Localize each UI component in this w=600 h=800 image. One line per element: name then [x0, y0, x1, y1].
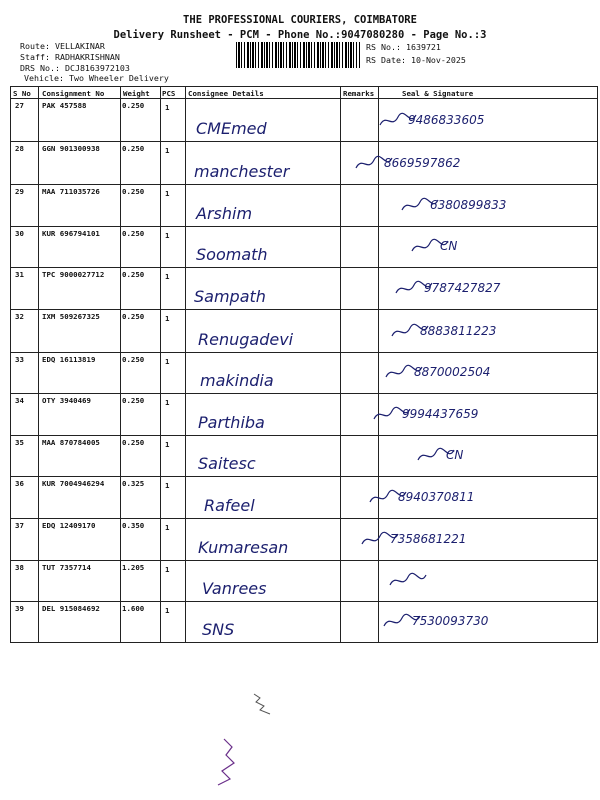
rs-date: RS Date: 10-Nov-2025 [366, 55, 466, 65]
consignment-number: MAA 870784005 [42, 438, 100, 447]
table-row [0, 352, 600, 393]
weight-value: 0.250 [122, 229, 145, 238]
rs-number: RS No.: 1639721 [366, 42, 441, 52]
runsheet-subtitle: Delivery Runsheet - PCM - Phone No.:9047080280 - Page No.:3 [113, 29, 487, 41]
signature-scribble [390, 322, 430, 342]
consignment-number: EDQ 16113819 [42, 355, 96, 364]
weight-value: 1.205 [122, 563, 145, 572]
serial-number: 28 [15, 144, 24, 153]
consignment-number: DEL 915084692 [42, 604, 100, 613]
pieces-count: 1 [165, 357, 170, 366]
col-header-consignee: Consignee Details [188, 89, 264, 98]
table-row [0, 226, 600, 267]
serial-number: 38 [15, 563, 24, 572]
weight-value: 0.325 [122, 479, 145, 488]
table-row [0, 393, 600, 435]
serial-number: 31 [15, 270, 24, 279]
serial-number: 37 [15, 521, 24, 530]
weight-value: 0.250 [122, 101, 145, 110]
vehicle-label: Vehicle: Two Wheeler Delivery [24, 73, 169, 83]
signature-scribble [360, 530, 400, 550]
table-row [0, 184, 600, 226]
col-header-weight: Weight [123, 89, 150, 98]
serial-number: 32 [15, 312, 24, 321]
pieces-count: 1 [165, 398, 170, 407]
pieces-count: 1 [165, 314, 170, 323]
weight-value: 0.250 [122, 312, 145, 321]
serial-number: 27 [15, 101, 24, 110]
table-row [0, 518, 600, 560]
serial-number: 33 [15, 355, 24, 364]
signature-scribble [400, 196, 440, 216]
consignment-number: KUR 696794101 [42, 229, 100, 238]
col-header-consignment: Consignment No [42, 89, 105, 98]
table-row [0, 601, 600, 642]
serial-number: 35 [15, 438, 24, 447]
consignment-number: GGN 901300938 [42, 144, 100, 153]
seal-signature-phone: CN [440, 239, 458, 253]
route-label: Route: VELLAKINAR [20, 41, 105, 51]
consignee-handwritten: SNS [202, 620, 235, 639]
consignment-number: IXM 509267325 [42, 312, 100, 321]
signature-scribble [354, 154, 394, 174]
signature-scribble [368, 488, 408, 508]
consignee-handwritten: manchester [194, 162, 290, 181]
consignment-number: PAK 457588 [42, 101, 87, 110]
signature-scribble [394, 279, 434, 299]
signature-scribble [416, 446, 456, 466]
serial-number: 34 [15, 396, 24, 405]
weight-value: 0.250 [122, 144, 145, 153]
consignment-number: MAA 711035726 [42, 187, 100, 196]
drs-number: DRS No.: DCJ8163972103 [20, 63, 130, 73]
weight-value: 0.250 [122, 187, 145, 196]
serial-number: 30 [15, 229, 24, 238]
pieces-count: 1 [165, 565, 170, 574]
table-row [0, 309, 600, 352]
seal-signature-phone: 7530093730 [412, 614, 489, 628]
table-row [0, 435, 600, 476]
seal-signature-phone: 7358681221 [390, 532, 467, 546]
pieces-count: 1 [165, 103, 170, 112]
consignment-number: KUR 7004946294 [42, 479, 105, 488]
seal-signature-phone: 9994437659 [402, 407, 479, 421]
consignee-handwritten: Renugadevi [198, 330, 294, 349]
signature-scribble [378, 111, 418, 131]
pieces-count: 1 [165, 481, 170, 490]
signature-scribble [382, 612, 422, 632]
seal-signature-phone: 9486833605 [408, 113, 485, 127]
barcode [236, 42, 360, 68]
weight-value: 0.250 [122, 270, 145, 279]
signature-scribble [384, 363, 424, 383]
table-top-border [10, 86, 598, 87]
row-divider [10, 642, 598, 643]
seal-signature-phone: 9787427827 [424, 281, 501, 295]
pieces-count: 1 [165, 189, 170, 198]
serial-number: 29 [15, 187, 24, 196]
signature-scribble [388, 571, 428, 591]
weight-value: 0.250 [122, 355, 145, 364]
signature-scribble [410, 237, 450, 257]
staff-label: Staff: RADHAKRISHNAN [20, 52, 120, 62]
consignee-handwritten: Arshim [196, 204, 253, 223]
col-header-remarks: Remarks [343, 89, 375, 98]
weight-value: 0.350 [122, 521, 145, 530]
signature-scribble [372, 405, 412, 425]
consignee-handwritten: CMEmed [196, 119, 267, 138]
table-row [0, 560, 600, 601]
consignee-handwritten: Sampath [194, 287, 266, 306]
consignment-number: OTY 3940469 [42, 396, 91, 405]
serial-number: 39 [15, 604, 24, 613]
consignee-handwritten: makindia [200, 371, 274, 390]
consignee-handwritten: Parthiba [198, 413, 265, 432]
seal-signature-phone: CN [446, 448, 464, 462]
stray-ink-mark [250, 688, 290, 718]
seal-signature-phone: 8883811223 [420, 324, 497, 338]
pieces-count: 1 [165, 440, 170, 449]
pieces-count: 1 [165, 606, 170, 615]
pieces-count: 1 [165, 523, 170, 532]
pieces-count: 1 [165, 272, 170, 281]
pieces-count: 1 [165, 146, 170, 155]
table-row [0, 476, 600, 518]
table-row [0, 98, 600, 141]
consignee-handwritten: Kumaresan [198, 538, 289, 557]
seal-signature-phone: 8940370811 [398, 490, 475, 504]
consignee-handwritten: Soomath [196, 245, 268, 264]
weight-value: 0.250 [122, 396, 145, 405]
company-title: THE PROFESSIONAL COURIERS, COIMBATORE [183, 14, 417, 26]
seal-signature-phone: 8870002504 [414, 365, 491, 379]
stray-ink-mark [204, 735, 254, 790]
seal-signature-phone: 6380899833 [430, 198, 507, 212]
table-row [0, 267, 600, 309]
consignee-handwritten: Rafeel [204, 496, 255, 515]
table-row [0, 141, 600, 184]
weight-value: 1.600 [122, 604, 145, 613]
col-header-sno: S No [13, 89, 31, 98]
consignment-number: TUT 7357714 [42, 563, 91, 572]
consignee-handwritten: Vanrees [202, 579, 267, 598]
col-header-seal: Seal & Signature [402, 89, 474, 98]
serial-number: 36 [15, 479, 24, 488]
pieces-count: 1 [165, 231, 170, 240]
consignee-handwritten: Saitesc [198, 454, 256, 473]
consignment-number: TPC 9000027712 [42, 270, 105, 279]
seal-signature-phone: 8669597862 [384, 156, 461, 170]
col-header-pcs: PCS [162, 89, 176, 98]
weight-value: 0.250 [122, 438, 145, 447]
consignment-number: EDQ 12409170 [42, 521, 96, 530]
